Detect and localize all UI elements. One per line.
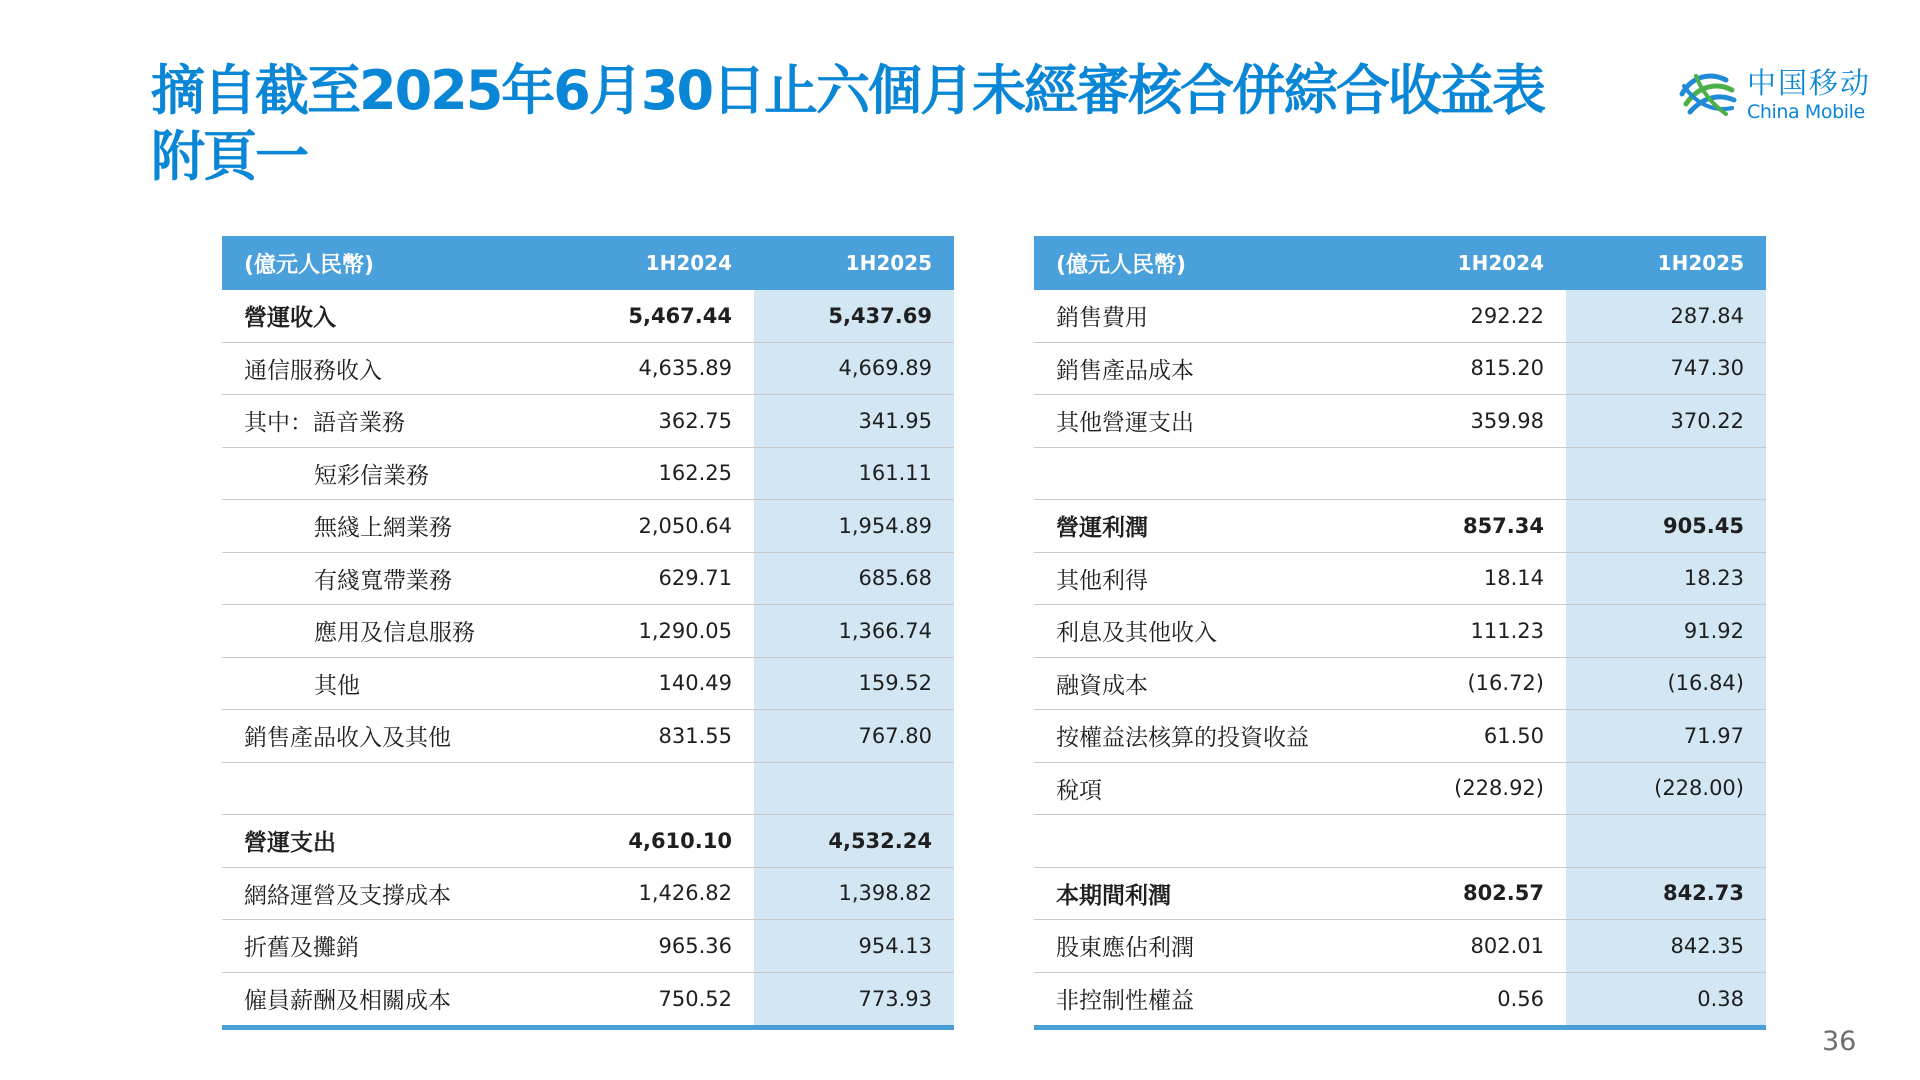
table-row xyxy=(1034,710,1766,763)
row-label: 銷售產品成本 xyxy=(1056,357,1194,384)
value-1h2025: 91.92 xyxy=(1566,605,1766,657)
value-1h2025: 842.35 xyxy=(1566,920,1766,972)
header-1h2025: 1H2025 xyxy=(845,251,932,275)
title-line-1: 摘自截至2025年6月30日止六個月未經審核合併綜合收益表 xyxy=(151,59,1545,122)
row-label: 非控制性權益 xyxy=(1056,988,1194,1015)
row-label: 通信服務收入 xyxy=(244,357,382,384)
row-label: 折舊及攤銷 xyxy=(244,935,359,962)
china-mobile-logo-icon xyxy=(1676,64,1740,124)
china-mobile-logo xyxy=(1676,62,1876,132)
table-row xyxy=(1034,658,1766,711)
value-1h2025: 18.23 xyxy=(1566,553,1766,605)
value-1h2025: 159.52 xyxy=(754,658,954,710)
value-1h2024: 111.23 xyxy=(1470,618,1544,643)
header-1h2025: 1H2025 xyxy=(1657,251,1744,275)
row-label: 有綫寬帶業務 xyxy=(314,567,452,594)
value-1h2024: (16.72) xyxy=(1467,671,1544,696)
table-row xyxy=(1034,500,1766,553)
table-row xyxy=(222,448,954,501)
value-1h2025: 1,954.89 xyxy=(754,500,954,552)
value-1h2024: 857.34 xyxy=(1462,513,1544,538)
value-1h2025: 773.93 xyxy=(754,973,954,1026)
value-1h2025: 5,437.69 xyxy=(754,290,954,342)
value-1h2025 xyxy=(1566,815,1766,867)
value-1h2025: 767.80 xyxy=(754,710,954,762)
table-header-row xyxy=(1034,236,1766,290)
table-row xyxy=(1034,815,1766,868)
value-1h2025: 71.97 xyxy=(1566,710,1766,762)
row-label: 融資成本 xyxy=(1056,672,1148,699)
income-table-right xyxy=(1034,236,1766,1030)
value-1h2025 xyxy=(754,763,954,815)
table-row xyxy=(1034,920,1766,973)
table-row xyxy=(222,710,954,763)
header-unit: (億元人民幣) xyxy=(244,252,375,278)
value-1h2024: 140.49 xyxy=(658,671,732,696)
table-row xyxy=(222,815,954,868)
table-header-row xyxy=(222,236,954,290)
value-1h2024: 1,290.05 xyxy=(638,618,732,643)
value-1h2025: 4,669.89 xyxy=(754,343,954,395)
value-1h2024: 750.52 xyxy=(658,986,732,1011)
value-1h2024: 802.57 xyxy=(1462,881,1544,906)
table-row xyxy=(1034,763,1766,816)
header-unit: (億元人民幣) xyxy=(1056,252,1187,278)
value-1h2025: 1,398.82 xyxy=(754,868,954,920)
value-1h2025: (228.00) xyxy=(1566,763,1766,815)
row-label: 無綫上網業務 xyxy=(314,515,452,542)
value-1h2024: 1,426.82 xyxy=(638,881,732,906)
row-label: 其他利得 xyxy=(1056,567,1148,594)
row-label: 本期間利潤 xyxy=(1056,882,1171,909)
table-row xyxy=(222,920,954,973)
row-label: 利息及其他收入 xyxy=(1056,620,1217,647)
value-1h2025: 842.73 xyxy=(1566,868,1766,920)
value-1h2025: 954.13 xyxy=(754,920,954,972)
table-row xyxy=(222,763,954,816)
table-row xyxy=(222,343,954,396)
table-row xyxy=(1034,868,1766,921)
row-label: 其中：語音業務 xyxy=(244,410,405,437)
logo-chinese-name: 中国移动 xyxy=(1747,66,1872,100)
row-label: 稅項 xyxy=(1056,777,1102,804)
value-1h2024: 0.56 xyxy=(1497,986,1544,1011)
value-1h2024: 629.71 xyxy=(658,566,732,591)
value-1h2025: 287.84 xyxy=(1566,290,1766,342)
logo-english-name: China Mobile xyxy=(1747,101,1865,123)
table-row xyxy=(222,500,954,553)
value-1h2025: 370.22 xyxy=(1566,395,1766,447)
value-1h2024: 831.55 xyxy=(658,723,732,748)
value-1h2024: 61.50 xyxy=(1483,723,1544,748)
table-row xyxy=(1034,290,1766,343)
table-row xyxy=(222,290,954,343)
value-1h2025: 1,366.74 xyxy=(754,605,954,657)
value-1h2024: 965.36 xyxy=(658,933,732,958)
row-label: 銷售產品收入及其他 xyxy=(244,725,451,752)
page-number: 36 xyxy=(1822,1026,1857,1057)
value-1h2025: 341.95 xyxy=(754,395,954,447)
value-1h2024: 362.75 xyxy=(658,408,732,433)
value-1h2025 xyxy=(1566,448,1766,500)
page-title xyxy=(151,58,1544,190)
header-1h2024: 1H2024 xyxy=(645,251,732,275)
table-row xyxy=(222,553,954,606)
table-row xyxy=(222,395,954,448)
row-label: 營運收入 xyxy=(244,305,336,332)
value-1h2025: (16.84) xyxy=(1566,658,1766,710)
value-1h2024: 18.14 xyxy=(1483,566,1544,591)
table-row xyxy=(222,868,954,921)
value-1h2025: 161.11 xyxy=(754,448,954,500)
table-row xyxy=(1034,553,1766,606)
value-1h2025: 4,532.24 xyxy=(754,815,954,867)
value-1h2024: 4,635.89 xyxy=(638,356,732,381)
table-row xyxy=(1034,973,1766,1026)
value-1h2025: 0.38 xyxy=(1566,973,1766,1026)
row-label: 股東應佔利潤 xyxy=(1056,935,1194,962)
table-row xyxy=(222,605,954,658)
row-label: 營運支出 xyxy=(244,830,336,857)
value-1h2025: 905.45 xyxy=(1566,500,1766,552)
row-label: 按權益法核算的投資收益 xyxy=(1056,725,1309,752)
title-line-2: 附頁一 xyxy=(151,125,307,188)
value-1h2025: 747.30 xyxy=(1566,343,1766,395)
row-label: 營運利潤 xyxy=(1056,515,1148,542)
row-label: 僱員薪酬及相關成本 xyxy=(244,988,451,1015)
value-1h2025: 685.68 xyxy=(754,553,954,605)
income-table-left xyxy=(222,236,954,1030)
table-row xyxy=(1034,448,1766,501)
table-row xyxy=(1034,605,1766,658)
table-row xyxy=(222,658,954,711)
value-1h2024: 292.22 xyxy=(1470,303,1544,328)
value-1h2024: 2,050.64 xyxy=(638,513,732,538)
value-1h2024: 5,467.44 xyxy=(628,303,732,328)
table-row xyxy=(222,973,954,1026)
row-label: 短彩信業務 xyxy=(314,462,429,489)
row-label: 其他 xyxy=(314,672,360,699)
row-label: 其他營運支出 xyxy=(1056,410,1194,437)
value-1h2024: (228.92) xyxy=(1454,776,1544,801)
row-label: 銷售費用 xyxy=(1056,305,1148,332)
table-row xyxy=(1034,343,1766,396)
value-1h2024: 4,610.10 xyxy=(628,828,732,853)
value-1h2024: 359.98 xyxy=(1470,408,1544,433)
header-1h2024: 1H2024 xyxy=(1457,251,1544,275)
value-1h2024: 802.01 xyxy=(1470,933,1544,958)
row-label: 應用及信息服務 xyxy=(314,620,475,647)
table-row xyxy=(1034,395,1766,448)
value-1h2024: 162.25 xyxy=(658,461,732,486)
row-label: 網絡運營及支撐成本 xyxy=(244,882,451,909)
value-1h2024: 815.20 xyxy=(1470,356,1544,381)
